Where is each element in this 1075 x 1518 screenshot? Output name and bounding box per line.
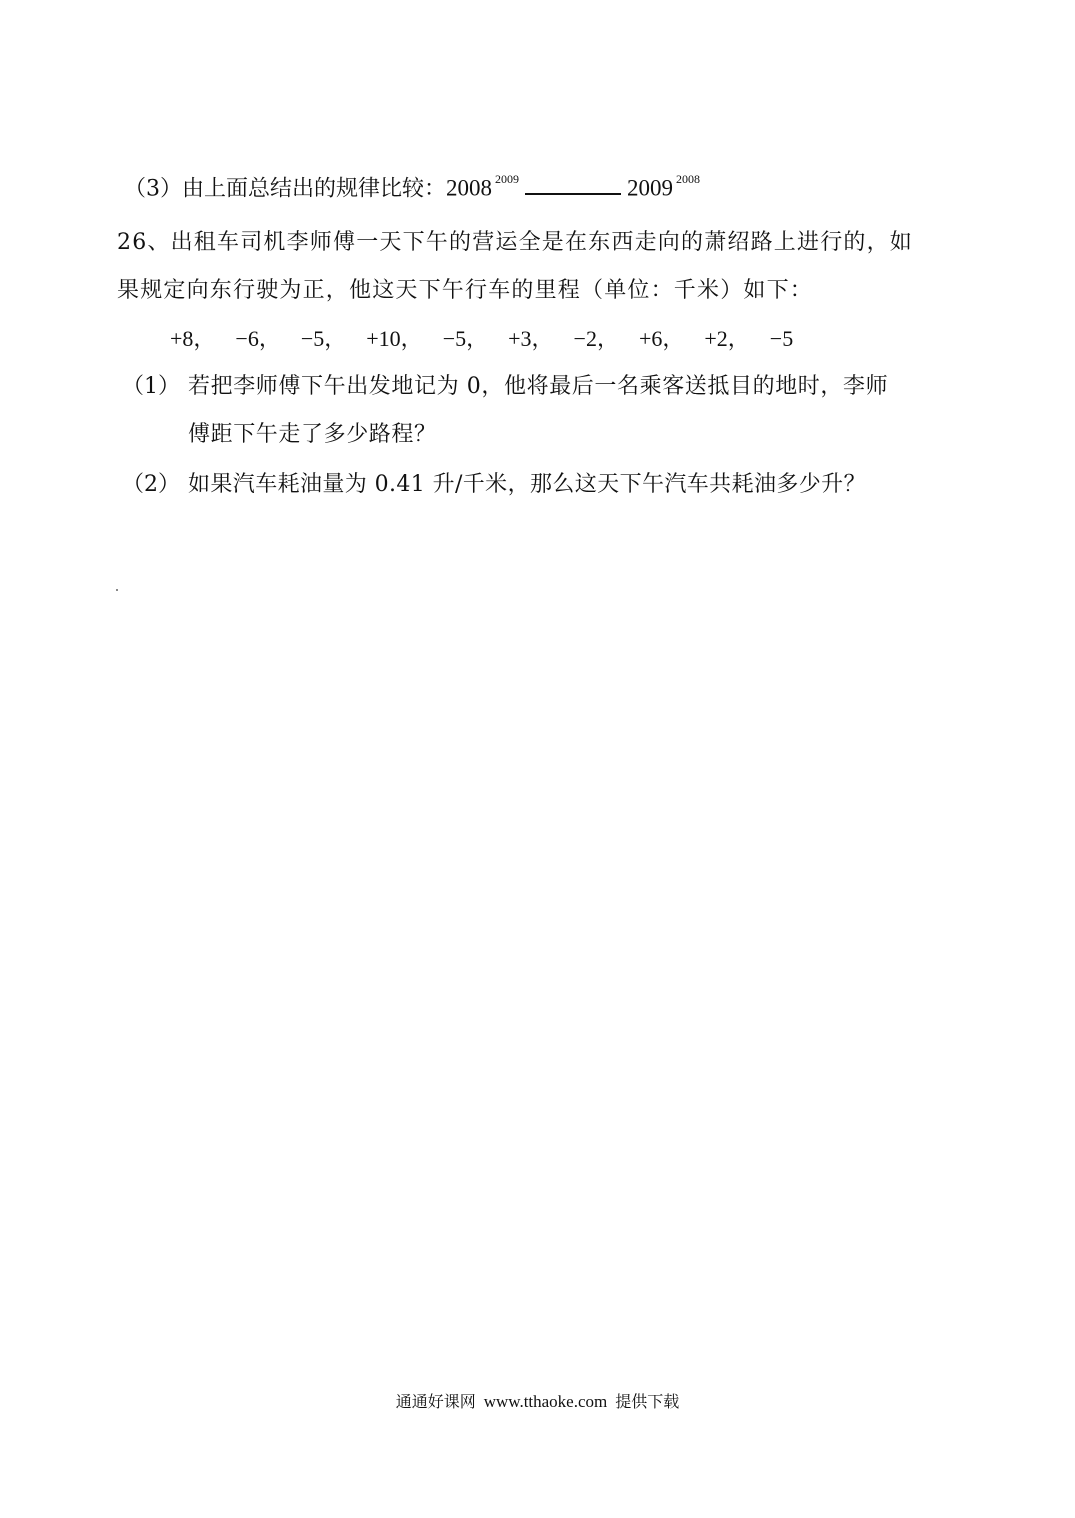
- question-3-compare: [124, 168, 700, 204]
- part-2-line-1: 如果汽车耗油量为 0.41 升/千米，那么这天下午汽车共耗油多少升？: [188, 472, 866, 497]
- mileage-value: +8，: [170, 326, 216, 351]
- mileage-value: −5，: [300, 326, 347, 351]
- base-2009: 2009: [627, 175, 673, 201]
- mileage-value: +3，: [508, 326, 554, 351]
- question-3-prefix: （3）由上面总结出的规律比较：: [124, 176, 446, 202]
- mileage-value: +10，: [366, 326, 423, 351]
- mileage-value: +2，: [704, 326, 750, 351]
- part-2-index: （2）: [122, 472, 180, 497]
- mileage-value: −2，: [573, 326, 619, 351]
- question-26-line-1: 26、出租车司机李师傅一天下午的营运全是在东西走向的萧绍路上进行的，如: [117, 230, 913, 255]
- mileage-values: [170, 324, 813, 354]
- mileage-value: −5，: [442, 326, 489, 351]
- exponent-2009: 2009: [495, 172, 519, 186]
- footer-site-name: 通通好课网: [395, 1392, 476, 1411]
- mileage-value: −6，: [235, 326, 281, 351]
- footer-provided: 提供下载: [615, 1392, 680, 1411]
- footer-url[interactable]: www.tthaoke.com: [483, 1392, 608, 1411]
- part-1-line-2: 傅距下午走了多少路程？: [188, 422, 437, 447]
- mileage-value: +6，: [638, 326, 685, 351]
- question-26-line-2: 果规定向东行驶为正，他这天下午行车的里程（单位：千米）如下：: [117, 278, 814, 303]
- mileage-value: −5: [769, 326, 794, 351]
- answer-blank[interactable]: [525, 171, 621, 195]
- part-1-line-1: 若把李师傅下午出发地记为 0，他将最后一名乘客送抵目的地时，李师: [188, 374, 889, 399]
- stray-dot: [116, 589, 118, 591]
- part-1-index: （1）: [122, 374, 180, 399]
- page-footer: [0, 1391, 1075, 1413]
- base-2008: 2008: [446, 175, 492, 201]
- exponent-2008: 2008: [676, 172, 700, 186]
